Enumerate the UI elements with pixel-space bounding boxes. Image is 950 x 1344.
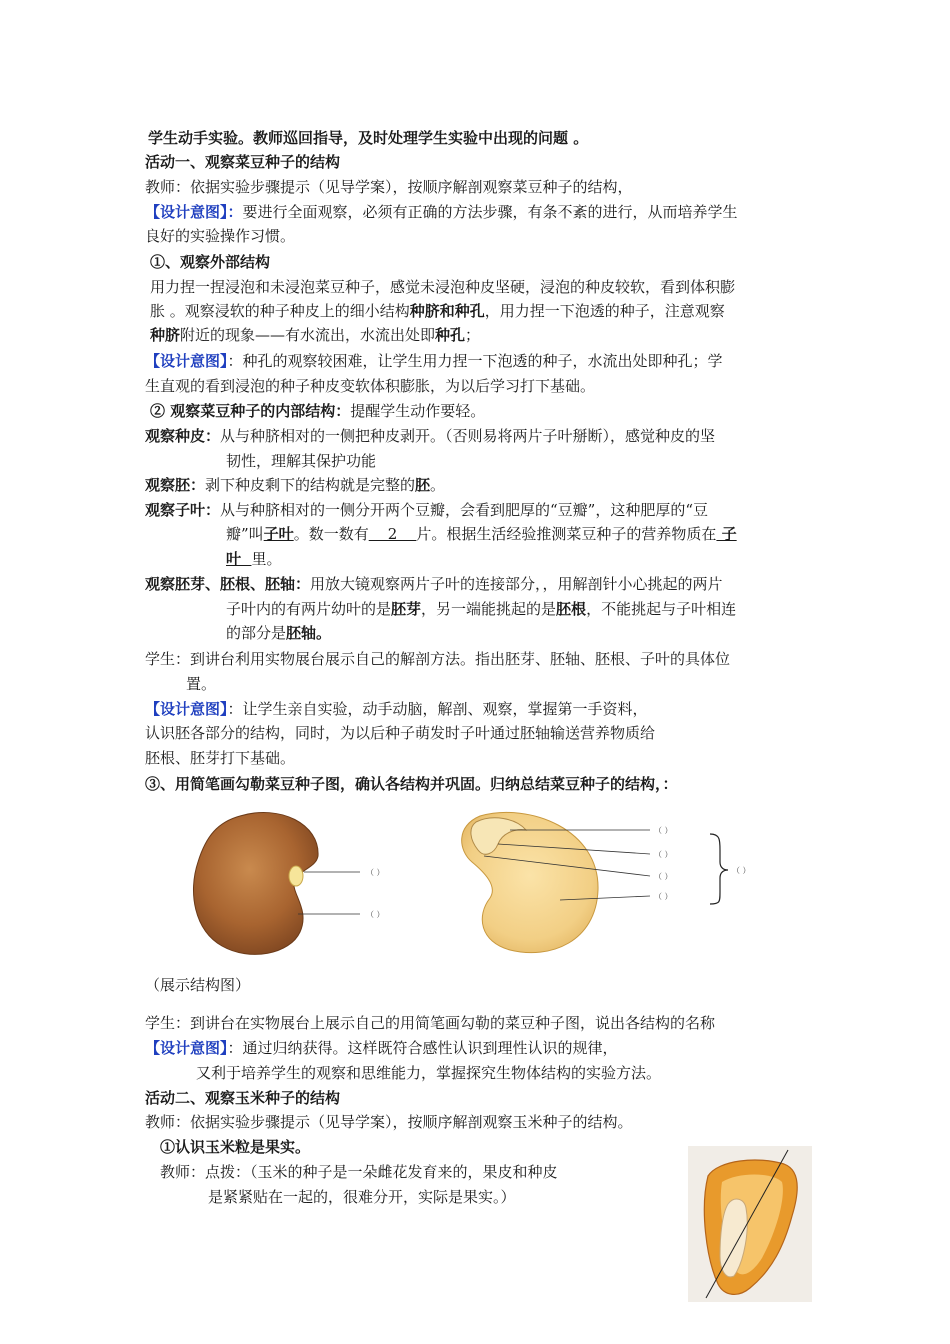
observe-seed-coat (145, 424, 715, 448)
label-plumule-blank: （ ） (654, 826, 673, 835)
design-intent-text: 要进行全面观察，必须有正确的方法步骤，有条不紊的进行，从而培养学生 (242, 203, 738, 221)
text-segment: 片。根据生活经验推测菜豆种子的营养物质在 (416, 525, 717, 543)
text-segment: 瓣”叫 (226, 525, 264, 543)
design-intent-4 (145, 1036, 618, 1060)
observe-cotyledon (145, 498, 708, 522)
observe-seed-coat-cont: 韧性，理解其保护功能 (226, 452, 377, 470)
design-intent-tag: 【设计意图】 (145, 700, 228, 718)
term-hilum: 种脐 (150, 326, 181, 344)
text-segment: 提醒学生动作要轻。 (350, 402, 486, 420)
observe-plumule-cont (226, 597, 736, 621)
text-segment: 胀 。观察浸软的种子种皮上的细小结构 (150, 302, 410, 320)
text-segment: 子叶内的有两片幼叶的是 (226, 600, 392, 618)
design-intent-4-cont: 又利于培养学生的观察和思维能力，掌握探究生物体结构的实验方法。 (196, 1064, 662, 1082)
answer-cotyledon-count: 2 (368, 525, 417, 543)
observe-plumule-cont-2 (226, 621, 331, 645)
text-segment: 用放大镜观察两片子叶的连接部分，，用解剖针小心挑起的两片 (310, 575, 723, 593)
text-segment: 里。 (251, 550, 282, 568)
brace-embryo-group (710, 834, 728, 904)
label-radicle-blank: （ ） (654, 872, 673, 881)
design-intent-2-cont: 生直观的看到浸泡的种子种皮变软体积膨胀，为以后学习打下基础。 (145, 377, 596, 395)
design-intent-text: ：种孔的观察较困难，让学生用力捏一下泡透的种子，水流出处即种孔；学 (227, 352, 723, 370)
term-cotyledon: 子叶 (263, 525, 294, 543)
label-hypocotyl-blank: （ ） (654, 850, 673, 859)
paragraph-intro: 学生动手实验。教师巡回指导，及时处理学生实验中出现的问题 。 (148, 129, 589, 147)
text-segment: 从与种脐相对的一侧把种皮剥开。（否则易将两片子叶掰断），感觉种皮的坚 (220, 427, 716, 445)
text-segment: ，不能挑起与子叶相连 (586, 600, 737, 618)
term-plumule: 胚芽 (391, 600, 422, 618)
answer-nutrient-location: 子 (716, 525, 737, 543)
heading-internal-structure (150, 399, 485, 423)
label-embryo-blank: （ ） (732, 866, 751, 875)
text-segment: 剥下种皮剩下的结构就是完整的 (205, 476, 416, 494)
text-segment: ，另一端能挑起的是 (421, 600, 557, 618)
paragraph-external-2 (150, 299, 725, 323)
design-intent-text: ：通过归纳获得。这样既符合感性认识到理性认识的规律， (227, 1039, 618, 1057)
paragraph-external-3 (150, 323, 480, 347)
paragraph-student-1: 学生：到讲台利用实物展台展示自己的解剖方法。指出胚芽、胚轴、胚根、子叶的具体位 (145, 650, 731, 668)
label-micropyle-blank: （ ） (366, 910, 385, 919)
paragraph-external-1: 用力捏一捏浸泡和未浸泡菜豆种子，感觉未浸泡种皮坚硬，浸泡的种皮较软，看到体积膨 (150, 278, 736, 296)
heading-activity-1: 活动一、观察菜豆种子的结构 (145, 153, 341, 171)
design-intent-1-cont: 良好的实验操作习惯。 (145, 227, 296, 245)
term-hypocotyl: 胚轴。 (286, 624, 332, 642)
design-intent-2 (145, 349, 723, 373)
observe-label: 观察胚芽、胚根、胚轴： (145, 575, 311, 593)
observe-embryo (145, 473, 445, 497)
text-segment: 。 (430, 476, 446, 494)
observe-cotyledon-cont (226, 522, 737, 546)
term-hilum-micropyle: 种脐和种孔 (409, 302, 485, 320)
term-embryo: 胚 (415, 476, 431, 494)
observe-plumule-radicle (145, 572, 723, 596)
observe-cotyledon-cont-2 (226, 547, 281, 571)
heading-activity-2: 活动二、观察玉米种子的结构 (145, 1089, 341, 1107)
paragraph-student-2: 学生：到讲台在实物展台上展示自己的用简笔画勾勒的菜豆种子图，说出各结构的名称 (145, 1014, 716, 1032)
bean-hilum (289, 866, 303, 886)
design-intent-3 (145, 697, 648, 721)
bean-seed-figure (180, 800, 780, 970)
text-segment: 。数一数有 (293, 525, 369, 543)
text-segment: ； (465, 326, 481, 344)
design-intent-text: ：让学生亲自实验，动手动脑，解剖、观察，掌握第一手资料， (227, 700, 648, 718)
design-intent-1 (145, 200, 738, 224)
paragraph-teacher-2: 教师：依据实验步骤提示（见导学案），按顺序解剖观察玉米种子的结构。 (145, 1113, 633, 1131)
answer-nutrient-location-cont: 叶 (226, 550, 252, 568)
text-segment: ，用力捏一下泡透的种子，注意观察 (484, 302, 725, 320)
heading-sketch: ③、用简笔画勾勒菜豆种子图，确认各结构并巩固。归纳总结菜豆种子的结构，： (145, 775, 678, 793)
text-segment: 附近的现象——有水流出，水流出处即 (180, 326, 436, 344)
observe-label: 观察胚： (145, 476, 206, 494)
figure-caption: （展示结构图） (145, 976, 251, 994)
heading-internal-label: ② 观察菜豆种子的内部结构： (150, 402, 351, 420)
label-cotyledon-blank: （ ） (654, 892, 673, 901)
heading-external-structure: ①、观察外部结构 (150, 253, 271, 271)
text-segment: 从与种脐相对的一侧分开两个豆瓣，会看到肥厚的“豆瓣”，这种肥厚的“豆 (220, 501, 709, 519)
design-intent-tag: 【设计意图】 (145, 352, 228, 370)
observe-label: 观察种皮： (145, 427, 221, 445)
term-micropyle: 种孔 (435, 326, 466, 344)
design-intent-3-cont: 认识胚各部分的结构，同时，为以后种子萌发时子叶通过胚轴输送营养物质给 (145, 724, 656, 742)
design-intent-tag: 【设计意图】 (145, 1039, 228, 1057)
corn-kernel-figure (688, 1146, 812, 1302)
paragraph-student-1-cont: 置。 (186, 675, 217, 693)
paragraph-teacher-hint-cont: 是紧紧贴在一起的，很难分开，实际是果实。） (208, 1188, 516, 1206)
paragraph-teacher-hint: 教师：点拨：（玉米的种子是一朵雌花发育来的，果皮和种皮 (160, 1163, 558, 1181)
paragraph-teacher-1: 教师：依据实验步骤提示（见导学案），按顺序解剖观察菜豆种子的结构， (145, 178, 633, 196)
heading-corn-fruit: ①认识玉米粒是果实。 (160, 1138, 311, 1156)
term-radicle: 胚根 (556, 600, 587, 618)
design-intent-tag: 【设计意图】： (145, 203, 243, 221)
design-intent-3-cont-2: 胚根、胚芽打下基础。 (145, 749, 296, 767)
observe-label: 观察子叶： (145, 501, 221, 519)
text-segment: 的部分是 (226, 624, 287, 642)
label-hilum-blank: （ ） (366, 868, 385, 877)
